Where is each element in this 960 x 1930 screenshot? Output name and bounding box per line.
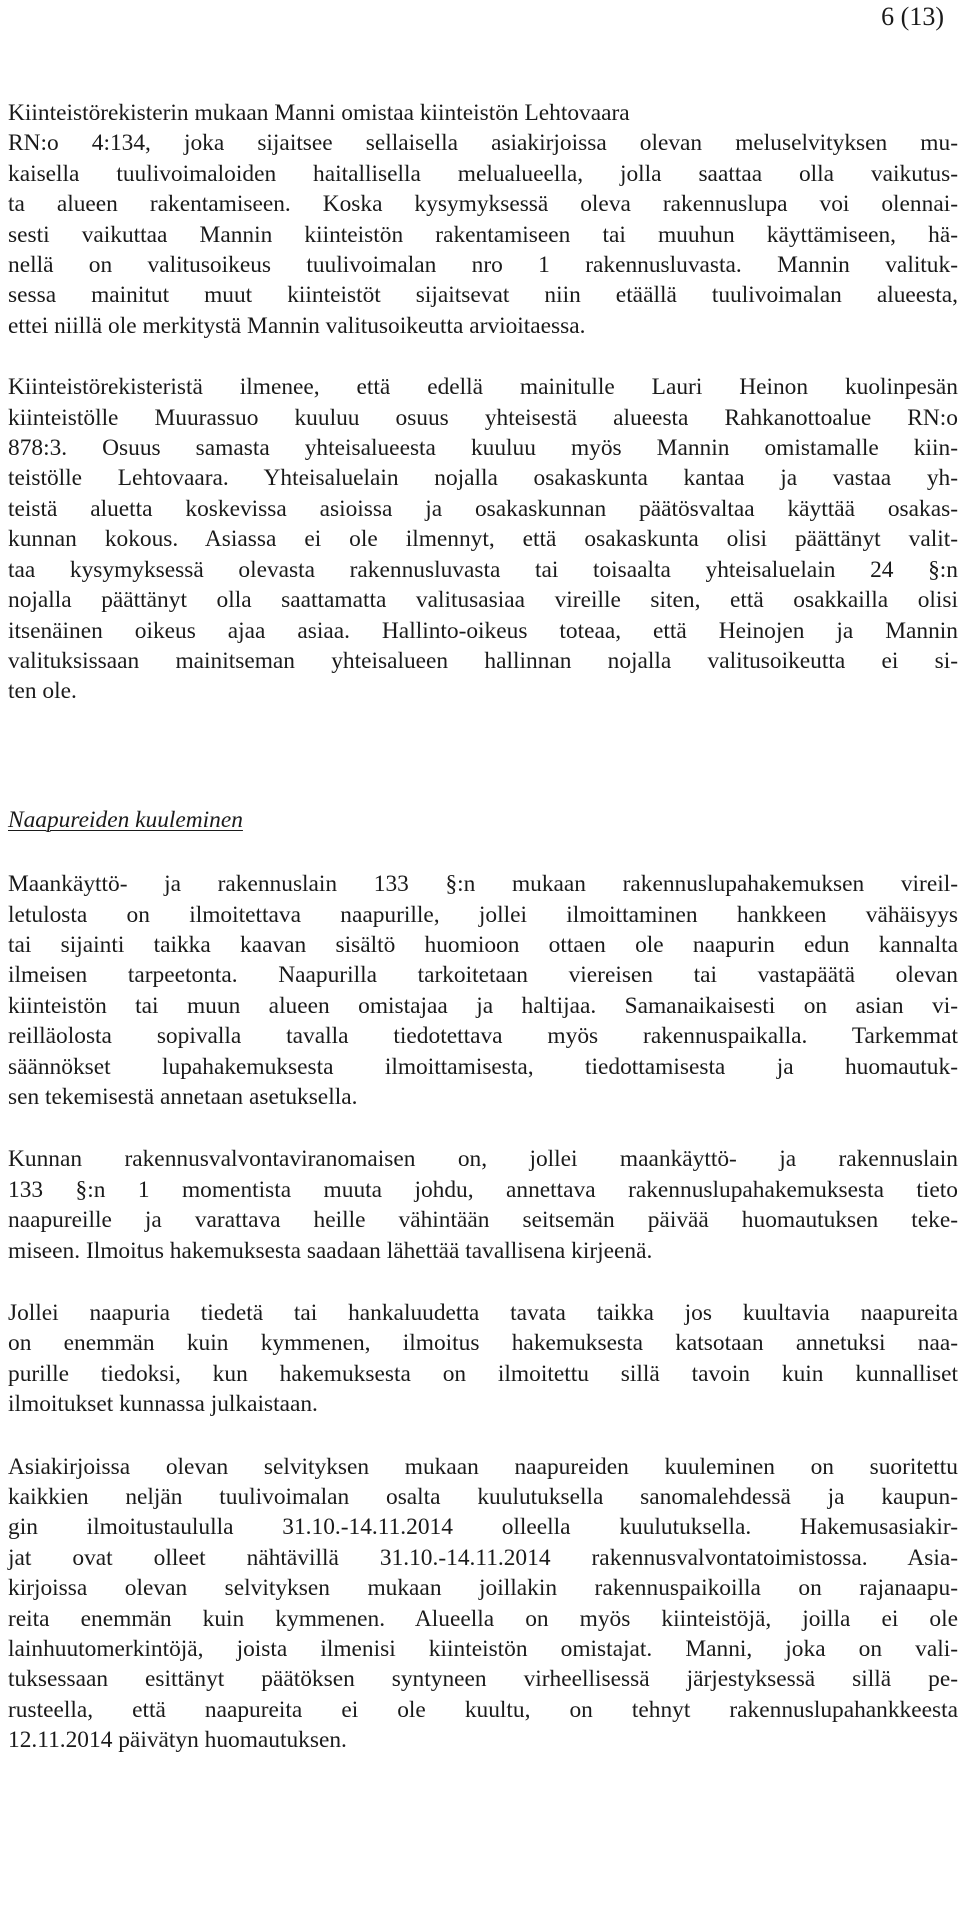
text-line: Kunnan rakennusvalvontaviranomaisen on, jollei maankäyttö- ja rakennuslain	[8, 1146, 958, 1173]
text-line: tuksessaan esittänyt päätöksen syntyneen virheellisessä järjestyksessä sillä pe-	[8, 1666, 958, 1693]
text-line: Maankäyttö- ja rakennuslain 133 §:n mukaan rakennuslupahakemuksen vireil-	[8, 871, 958, 898]
text-line: kunnan kokous. Asiassa ei ole ilmennyt, että osakaskunta olisi päättänyt valit-	[8, 526, 958, 553]
text-line: purille tiedoksi, kun hakemuksesta on ilmoitettu sillä tavoin kuin kunnalliset	[8, 1360, 958, 1387]
text-line: rusteella, että naapureita ei ole kuultu, on tehnyt rakennuslupahankkeesta	[8, 1696, 958, 1723]
paragraph-neighbour-notice-law	[8, 869, 958, 1112]
text-line: ettei niillä ole merkitystä Mannin valitusoikeutta arvioitaessa.	[8, 312, 586, 339]
text-line: letulosta on ilmoitettava naapurille, jollei ilmoittaminen hankkeen vähäisyys	[8, 901, 958, 928]
text-line: nellä on valitusoikeus tuulivoimalan nro 1 rakennusluvasta. Mannin valituk-	[8, 252, 958, 279]
text-line: lainhuutomerkintöjä, joista ilmenisi kiinteistön omistajat. Manni, joka on vali-	[8, 1636, 958, 1663]
text-line: nojalla päättänyt olla saattamatta valitusasiaa vireille siten, että osakkailla olisi	[8, 587, 958, 614]
text-line: tai sijainti taikka kaavan sisältö huomioon ottaen ole naapurin edun kannalta	[8, 931, 958, 958]
text-line: reita enemmän kuin kymmenen. Alueella on myös kiinteistöjä, joilla ei ole	[8, 1605, 958, 1632]
page-number: 6 (13)	[881, 2, 944, 31]
text-line: kiinteistölle Muurassuo kuuluu osuus yhteisestä alueesta Rahkanottoalue RN:o	[8, 404, 958, 431]
text-line: 878:3. Osuus samasta yhteisalueesta kuuluu myös Mannin omistamalle kiin-	[8, 435, 958, 462]
paragraph-owner-standing	[8, 98, 958, 341]
text-line: ilmeisen tarpeetonta. Naapurilla tarkoitetaan viereisen tai vastapäätä olevan	[8, 962, 958, 989]
text-line: säännökset lupahakemuksesta ilmoittamisesta, tiedottamisesta ja huomautuk-	[8, 1053, 958, 1080]
text-line: reilläolosta sopivalla tavalla tiedotettava myös rakennuspaikalla. Tarkemmat	[8, 1023, 958, 1050]
text-line: naapureille ja varattava heille vähintään seitsemän päivää huomautuksen teke-	[8, 1207, 958, 1234]
text-line: kiinteistön tai muun alueen omistajaa ja haltijaa. Samanaikaisesti on asian vi-	[8, 992, 958, 1019]
text-line: on enemmän kuin kymmenen, ilmoitus hakemuksesta katsotaan annetuksi naa-	[8, 1330, 958, 1357]
text-line: gin ilmoitustaululla 31.10.-14.11.2014 olleella kuulutuksella. Hakemusasiakir-	[8, 1514, 958, 1541]
paragraph-public-notice	[8, 1298, 958, 1420]
text-line: sen tekemisestä annetaan asetuksella.	[8, 1083, 358, 1110]
text-line: ilmoitukset kunnassa julkaistaan.	[8, 1391, 318, 1418]
text-line: kaikkien neljän tuulivoimalan osalta kuulutuksella sanomalehdessä ja kaupun-	[8, 1484, 958, 1511]
text-line: ten ole.	[8, 678, 77, 705]
text-line: sessa mainitut muut kiinteistöt sijaitsevat niin etäällä tuulivoimalan alueesta,	[8, 282, 958, 309]
text-line: itsenäinen oikeus ajaa asiaa. Hallinto-oikeus toteaa, että Heinojen ja Mannin	[8, 617, 958, 644]
text-line: 133 §:n 1 momentista muuta johdu, annettava rakennuslupahakemuksesta tieto	[8, 1176, 958, 1203]
text-line: miseen. Ilmoitus hakemuksesta saadaan lähettää tavallisena kirjeenä.	[8, 1237, 653, 1264]
text-line: sesti vaikuttaa Mannin kiinteistön rakentamiseen tai muuhun käyttämiseen, hä-	[8, 221, 958, 248]
text-line: 12.11.2014 päivätyn huomautuksen.	[8, 1727, 347, 1754]
text-line: Asiakirjoissa olevan selvityksen mukaan naapureiden kuuleminen on suoritettu	[8, 1453, 958, 1480]
text-line: teistä aluetta koskevissa asioissa ja osakaskunnan päätösvaltaa käyttää osakas-	[8, 495, 958, 522]
paragraph-authority-duty	[8, 1144, 958, 1266]
text-line: taa kysymyksessä olevasta rakennusluvasta tai toisaalta yhteisaluelain 24 §:n	[8, 556, 958, 583]
text-line: Jollei naapuria tiedetä tai hankaluudetta tavata taikka jos kuultavia naapureita	[8, 1300, 958, 1326]
document-body	[8, 98, 958, 1756]
paragraph-hearing-findings	[8, 1452, 958, 1756]
section-heading: Naapureiden kuuleminen	[8, 806, 243, 833]
text-line: ta alueen rakentamiseen. Koska kysymyksessä oleva rakennuslupa voi olennai-	[8, 191, 958, 218]
text-line: kaisella tuulivoimaloiden haitallisella melualueella, jolla saattaa olla vaikutus-	[8, 160, 958, 187]
text-line: kirjoissa olevan selvityksen mukaan joillakin rakennuspaikoilla on rajanaapu-	[8, 1575, 958, 1602]
text-line: valituksissaan mainitseman yhteisalueen hallinnan nojalla valitusoikeutta ei si-	[8, 647, 958, 674]
text-line: Kiinteistörekisterin mukaan Manni omistaa kiinteistön Lehtovaara	[8, 100, 630, 126]
paragraph-common-area	[8, 372, 958, 706]
text-line: jat ovat olleet nähtävillä 31.10.-14.11.2014 rakennusvalvontatoimistossa. Asia-	[8, 1544, 958, 1571]
text-line: Kiinteistörekisteristä ilmenee, että edellä mainitulle Lauri Heinon kuolinpesän	[8, 374, 958, 401]
text-line: teistölle Lehtovaara. Yhteisaluelain nojalla osakaskunta kantaa ja vastaa yh-	[8, 465, 958, 492]
text-line: RN:o 4:134, joka sijaitsee sellaisella asiakirjoissa olevan meluselvityksen mu-	[8, 130, 958, 157]
